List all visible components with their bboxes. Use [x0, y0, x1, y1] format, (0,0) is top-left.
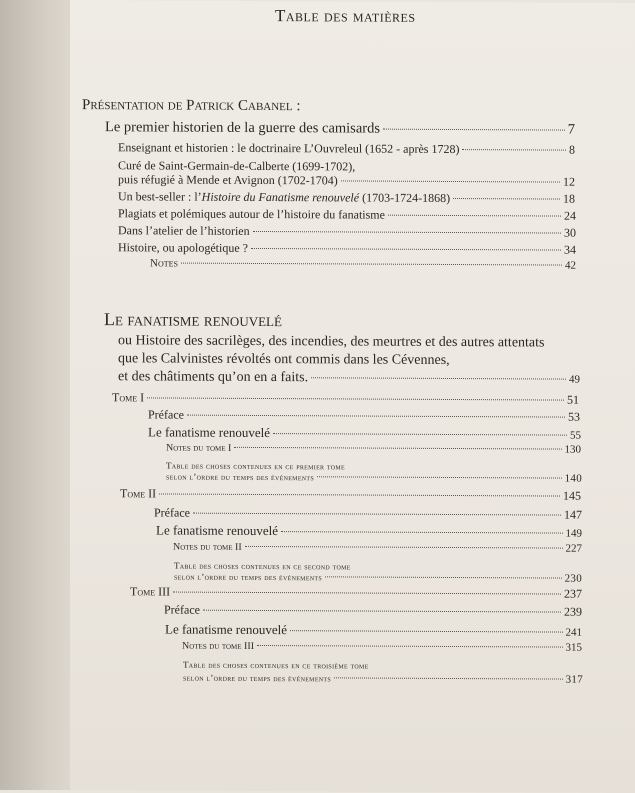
- tome-label: Tome III: [130, 584, 171, 599]
- dot-leader: [257, 645, 562, 648]
- dot-leader: [273, 433, 567, 436]
- toc-entry-text: Le fanatisme renouvelé: [148, 424, 270, 441]
- toc-entry-page: 237: [564, 586, 582, 601]
- toc-entry-text: Notes du tome II: [173, 541, 242, 553]
- dot-leader: [334, 677, 563, 679]
- toc-entry-page: 8: [569, 142, 575, 157]
- toc-entry: [166, 471, 582, 485]
- toc-entry: [118, 223, 576, 240]
- tome-entry: [120, 486, 581, 503]
- dot-leader: [159, 493, 560, 496]
- toc-entry: [156, 522, 582, 540]
- toc-entry: [118, 369, 580, 387]
- toc-entry: [118, 240, 576, 257]
- dot-leader: [203, 610, 561, 613]
- book-page: [70, 0, 635, 793]
- toc-entry: [118, 189, 575, 206]
- toc-entry-text: Histoire, ou apologétique ?: [118, 240, 248, 255]
- dot-leader: [462, 149, 566, 151]
- toc-entry: [182, 640, 582, 654]
- tome-entry: [112, 390, 579, 407]
- tome-label: Tome II: [120, 486, 157, 501]
- toc-entry-text: Préface: [154, 505, 190, 520]
- dot-leader: [173, 592, 561, 595]
- toc-entry: [154, 505, 582, 522]
- toc-entry-page: 51: [567, 392, 579, 407]
- dot-leader: [253, 231, 561, 234]
- page-title: Table des matières: [275, 6, 416, 26]
- toc-entry-text: Dans l’atelier de l’historien: [118, 223, 250, 238]
- toc-entry-page: 230: [564, 572, 582, 585]
- dot-leader: [245, 546, 563, 549]
- dot-leader: [251, 248, 561, 251]
- toc-entry-page: 53: [568, 409, 580, 424]
- toc-entry: [165, 621, 582, 639]
- subtitle-line: ou Histoire des sacrilèges, des incendies, des meurtres et des autres attentats: [118, 333, 545, 351]
- toc-entry-page: 12: [563, 174, 575, 189]
- toc-entry-text: Curé de Saint-Germain-de-Calberte (1699-1702),: [118, 158, 356, 174]
- toc-entry-text: Le fanatisme renouvelé: [156, 522, 278, 539]
- toc-entry-text: Enseignant et historien : le doctrinaire L’Ouvreleul (1652 - après 1728): [118, 140, 460, 157]
- tome-entry: [130, 584, 582, 601]
- toc-entry-page: 241: [565, 626, 582, 639]
- toc-entry-page: 18: [563, 191, 575, 206]
- toc-entry: [148, 407, 580, 424]
- toc-entry-text: Table des choses contenues en ce second tome: [174, 560, 351, 572]
- toc-entry-text: Notes du tome I: [166, 442, 232, 454]
- toc-entry-text: Le fanatisme renouvelé: [165, 621, 287, 638]
- toc-entry: [183, 672, 583, 686]
- dot-leader: [147, 397, 564, 400]
- toc-entry: [118, 172, 575, 189]
- toc-entry: [150, 257, 576, 271]
- main-heading: Le fanatisme renouvelé: [104, 309, 282, 331]
- dot-leader: [234, 447, 561, 450]
- toc-entry-text: Préface: [164, 602, 200, 617]
- toc-entry-text: Notes: [150, 257, 178, 270]
- dot-leader: [325, 576, 562, 578]
- toc-entry-page: 42: [565, 259, 576, 272]
- toc-entry: [164, 602, 582, 619]
- toc-entry-text: Table des choses contenues en ce troisième tome: [183, 659, 369, 671]
- toc-entry-page: 140: [564, 472, 582, 485]
- dot-leader: [311, 377, 566, 379]
- toc-entry-page: 145: [563, 488, 581, 503]
- toc-entry: [105, 119, 575, 138]
- toc-entry-text: selon l’ordre du temps des événements: [174, 571, 323, 583]
- toc-entry: [118, 140, 575, 157]
- dot-leader: [383, 129, 565, 131]
- dot-leader: [290, 630, 563, 632]
- tome-label: Tome I: [112, 390, 145, 405]
- toc-entry: [118, 206, 576, 223]
- toc-entry-page: 227: [565, 542, 582, 555]
- dot-leader: [341, 180, 560, 182]
- toc-entry-page: 315: [565, 641, 582, 654]
- toc-entry-page: 130: [564, 443, 581, 456]
- toc-entry-text: Plagiats et polémiques autour de l’histoire du fanatisme: [118, 206, 385, 222]
- dot-leader: [193, 513, 561, 516]
- toc-entry-text: selon l’ordre du temps des événements: [166, 471, 315, 483]
- toc-entry-page: 55: [570, 429, 581, 442]
- toc-entry: [174, 571, 582, 585]
- dot-leader: [317, 476, 562, 478]
- toc-entry-page: 34: [564, 242, 576, 257]
- dot-leader: [281, 531, 563, 533]
- dot-leader: [453, 198, 560, 200]
- toc-entry-text: Préface: [148, 407, 184, 422]
- toc-entry-text: Notes du tome III: [182, 640, 255, 652]
- toc-entry-page: 239: [564, 604, 582, 619]
- toc-entry-text: selon l’ordre du temps des événements: [183, 672, 332, 684]
- toc-entry: [173, 541, 582, 555]
- dot-leader: [181, 263, 562, 266]
- toc-entry-page: 49: [569, 373, 580, 386]
- toc-entry: [148, 424, 581, 442]
- toc-entry-text-prefix: Un best-seller : l’: [118, 189, 202, 204]
- dot-leader: [187, 415, 565, 418]
- subtitle-line: et des châtiments qu’on en a faits.: [118, 369, 309, 386]
- toc-entry-page: 147: [564, 507, 582, 522]
- toc-entry-text: Table des choses contenues en ce premier tome: [166, 460, 345, 472]
- toc-entry-text: puis réfugié à Mende et Avignon (1702-1704): [118, 172, 338, 188]
- toc-entry-text-italic: Histoire du Fanatisme renouvelé: [201, 189, 360, 205]
- toc-entry-text: Le premier historien de la guerre des camisards: [105, 119, 380, 137]
- toc-entry-page: 30: [564, 225, 576, 240]
- toc-entry: [166, 442, 581, 456]
- toc-entry-page: 24: [564, 208, 576, 223]
- presentation-heading: Présentation de Patrick Cabanel :: [82, 97, 301, 115]
- toc-entry-page: 317: [565, 673, 583, 686]
- toc-entry-text: [118, 189, 450, 206]
- toc-entry-page: 149: [565, 527, 582, 540]
- dot-leader: [388, 215, 561, 217]
- toc-entry-text-suffix: (1703-1724-1868): [359, 190, 451, 205]
- subtitle-line: que les Calvinistes révoltés ont commis dans les Cévennes,: [118, 351, 450, 368]
- toc-entry-page: 7: [567, 121, 575, 138]
